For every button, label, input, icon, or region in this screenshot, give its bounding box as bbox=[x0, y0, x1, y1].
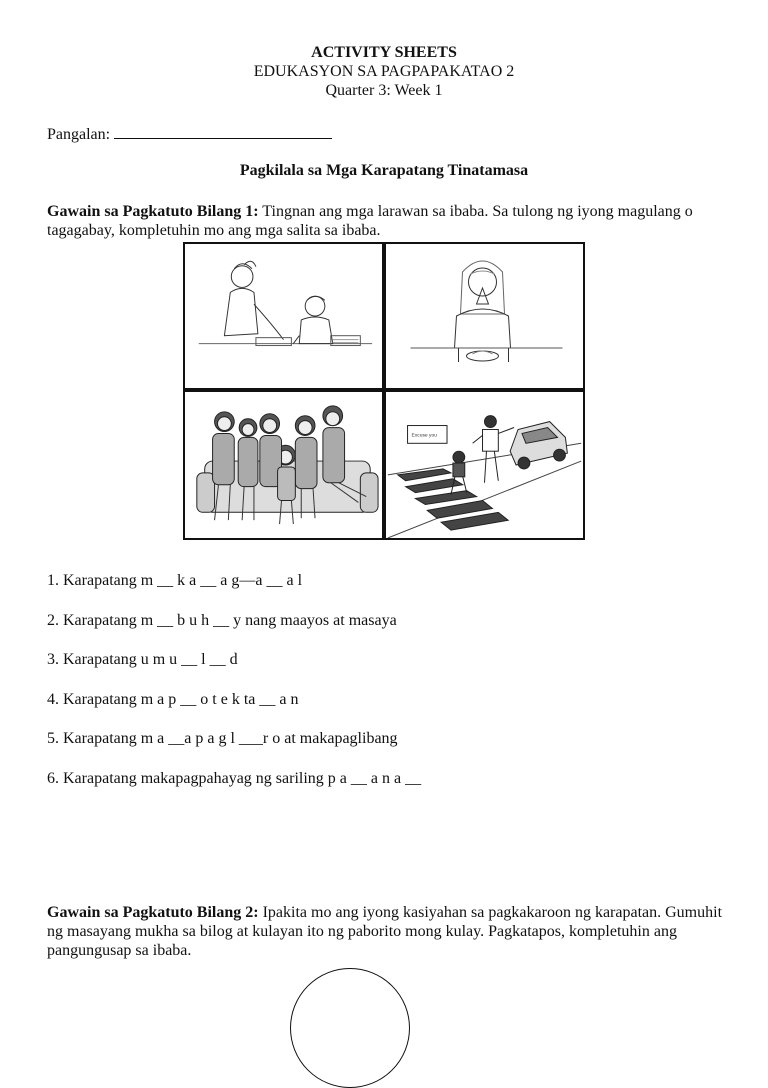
list-item: 2. Karapatang m __ b u h __ y nang maayos at masaya bbox=[47, 611, 397, 629]
family-sofa-image bbox=[185, 392, 382, 538]
list-item: 1. Karapatang m __ k a __ a g—a __ a l bbox=[47, 572, 303, 589]
list-item: 4. Karapatang m a p __ o t e k ta __ a n bbox=[47, 690, 299, 708]
list-item: 3. Karapatang u m u __ l __ d bbox=[47, 651, 238, 668]
sheet-title: ACTIVITY SHEETS bbox=[311, 44, 457, 61]
sheet-quarter: Quarter 3: Week 1 bbox=[325, 82, 443, 99]
activity2-label: Gawain sa Pagkatuto Bilang 2: bbox=[47, 904, 259, 921]
activity2-instructions bbox=[47, 903, 727, 960]
child-crossing-image bbox=[386, 392, 583, 538]
panel-mother-teaching-child bbox=[185, 244, 382, 388]
activity1-text: Tingnan ang mga larawan sa ibaba. Sa tulong ng iyong magulang o tagagabay, kompletuhin mo ang mga salita sa ibaba. bbox=[47, 203, 693, 239]
name-field-row bbox=[47, 124, 332, 144]
sheet-header bbox=[0, 43, 768, 100]
drawing-circle[interactable] bbox=[290, 968, 410, 1088]
sheet-subject: EDUKASYON SA PAGPAPAKATAO 2 bbox=[253, 63, 515, 80]
activity1-label: Gawain sa Pagkatuto Bilang 1: bbox=[47, 203, 259, 220]
speech-bubble-text: Excuse you bbox=[411, 433, 437, 439]
name-blank-line[interactable] bbox=[114, 124, 332, 139]
panel-child-crossing bbox=[386, 392, 583, 538]
activity2-text: Ipakita mo ang iyong kasiyahan sa pagkakaroon ng karapatan. Gumuhit ng masayang mukha sa bilog at kulayan ito ng paborito mong kulay. Pagkatapos, kompletuhin ang pangungusap sa ibaba. bbox=[47, 904, 723, 959]
list-item: 5. Karapatang m a __a p a g l ___r o at makapaglibang bbox=[47, 730, 398, 747]
picture-grid bbox=[183, 242, 585, 540]
panel-family-on-sofa bbox=[185, 392, 382, 538]
name-label: Pangalan: bbox=[47, 126, 111, 143]
activity1-instructions bbox=[47, 202, 727, 240]
section-title: Pagkilala sa Mga Karapatang Tinatamasa bbox=[239, 162, 529, 179]
girl-praying-image bbox=[386, 244, 583, 388]
panel-girl-praying bbox=[386, 244, 583, 388]
fill-in-items bbox=[47, 571, 421, 808]
list-item: 6. Karapatang makapagpahayag ng sariling p a __ a n a __ bbox=[47, 769, 422, 787]
mother-child-study-image bbox=[185, 244, 382, 388]
